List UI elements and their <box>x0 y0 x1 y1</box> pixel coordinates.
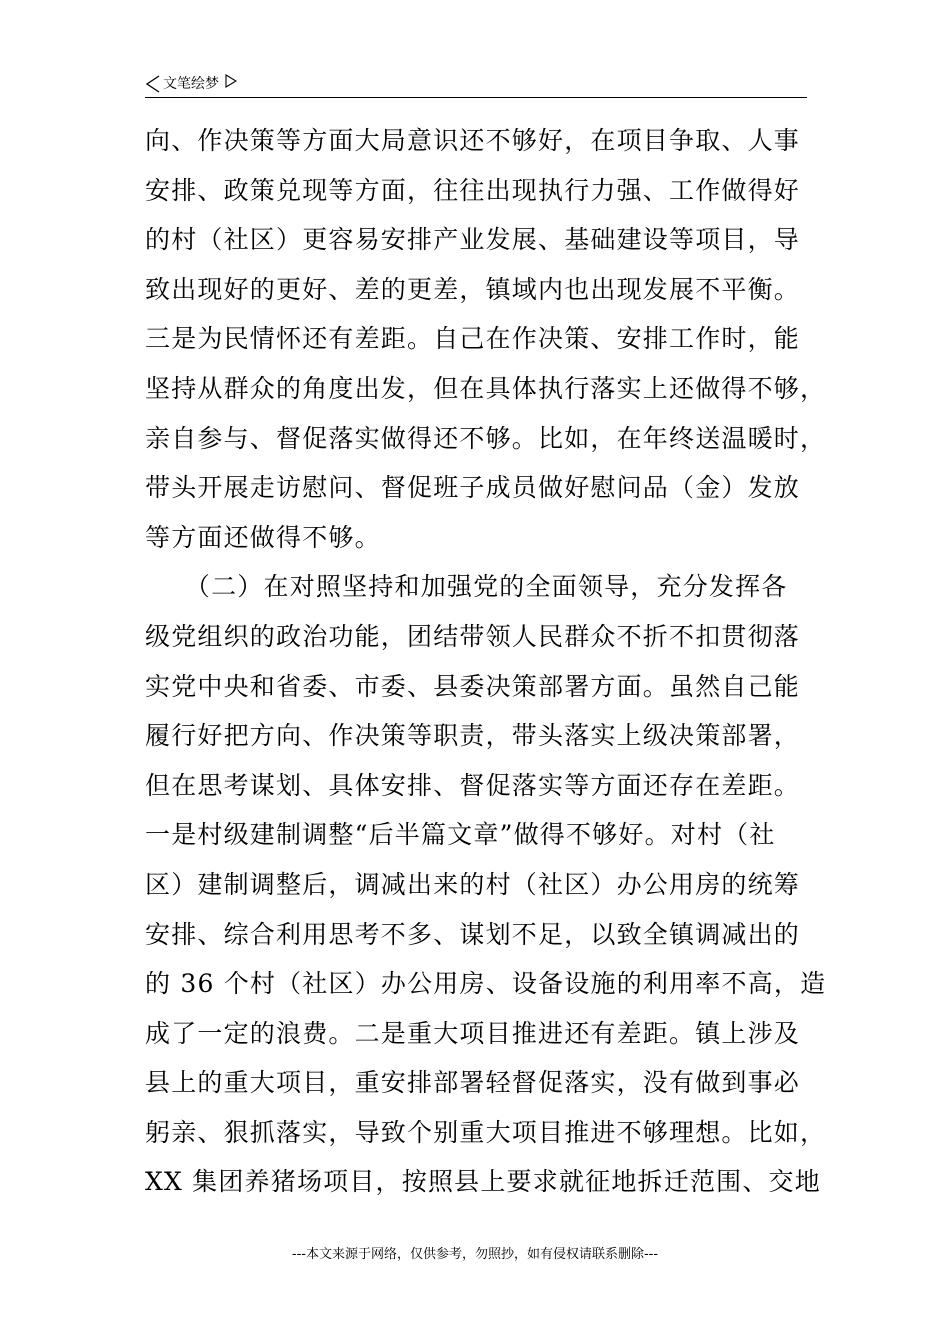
text-line: 躬亲、狠抓落实，导致个别重大项目推进不够理想。比如， <box>145 1117 827 1147</box>
text-line: 带头开展走访慰问、督促班子成员做好慰问品（金）发放 <box>145 473 801 503</box>
text-line: 三是为民情怀还有差距。自己在作决策、安排工作时，能 <box>145 324 801 354</box>
text-line: 向、作决策等方面大局意识还不够好，在项目争取、人事 <box>145 126 801 155</box>
triangle-left-icon <box>145 75 161 93</box>
text-line: 安排、政策兑现等方面，往往出现执行力强、工作做得好 <box>145 175 801 205</box>
text-line: 区）建制调整后，调减出来的村（社区）办公用房的统筹 <box>145 869 801 899</box>
text-line: 级党组织的政治功能，团结带领人民群众不折不扣贯彻落 <box>145 621 801 651</box>
text-line: 成了一定的浪费。二是重大项目推进还有差距。镇上涉及 <box>145 1018 801 1048</box>
text-line: 一是村级建制调整“后半篇文章”做得不够好。对村（社 <box>145 820 776 850</box>
text-line: 坚持从群众的角度出发，但在具体执行落实上还做得不够， <box>145 373 827 403</box>
text-line: 县上的重大项目，重安排部署轻督促落实，没有做到事必 <box>145 1068 801 1098</box>
text-line: 的 36 个村（社区）办公用房、设备设施的利用率不高，造 <box>145 969 827 999</box>
footer-disclaimer: ---本文来源于网络，仅供参考，勿照抄，如有侵权请联系删除--- <box>291 1247 659 1262</box>
text-line: 履行好把方向、作决策等职责，带头落实上级决策部署， <box>145 721 801 751</box>
text-line: 等方面还做得不够。 <box>145 522 381 552</box>
text-line: 亲自参与、督促落实做得还不够。比如，在年终送温暖时， <box>145 423 827 453</box>
triangle-right-icon <box>225 74 237 88</box>
page-header <box>145 72 807 96</box>
document-body <box>145 116 827 1207</box>
text-line: 实党中央和省委、市委、县委决策部署方面。虽然自己能 <box>145 671 801 701</box>
text-line: 的村（社区）更容易安排产业发展、基础建设等项目，导 <box>145 225 801 255</box>
header-divider <box>145 97 807 98</box>
text-line: XX 集团养猪场项目，按照县上要求就征地拆迁范围、交地 <box>145 1167 821 1197</box>
text-line: 安排、综合利用思考不多、谋划不足，以致全镇调减出的 <box>145 919 801 949</box>
text-line: （二）在对照坚持和加强党的全面领导，充分发挥各 <box>145 572 788 602</box>
text-line: 致出现好的更好、差的更差，镇域内也出现发展不平衡。 <box>145 274 801 304</box>
header-brand <box>145 74 237 94</box>
header-brand-label: 文笔绘梦 <box>163 76 219 92</box>
text-line: 但在思考谋划、具体安排、督促落实等方面还存在差距。 <box>145 770 801 800</box>
